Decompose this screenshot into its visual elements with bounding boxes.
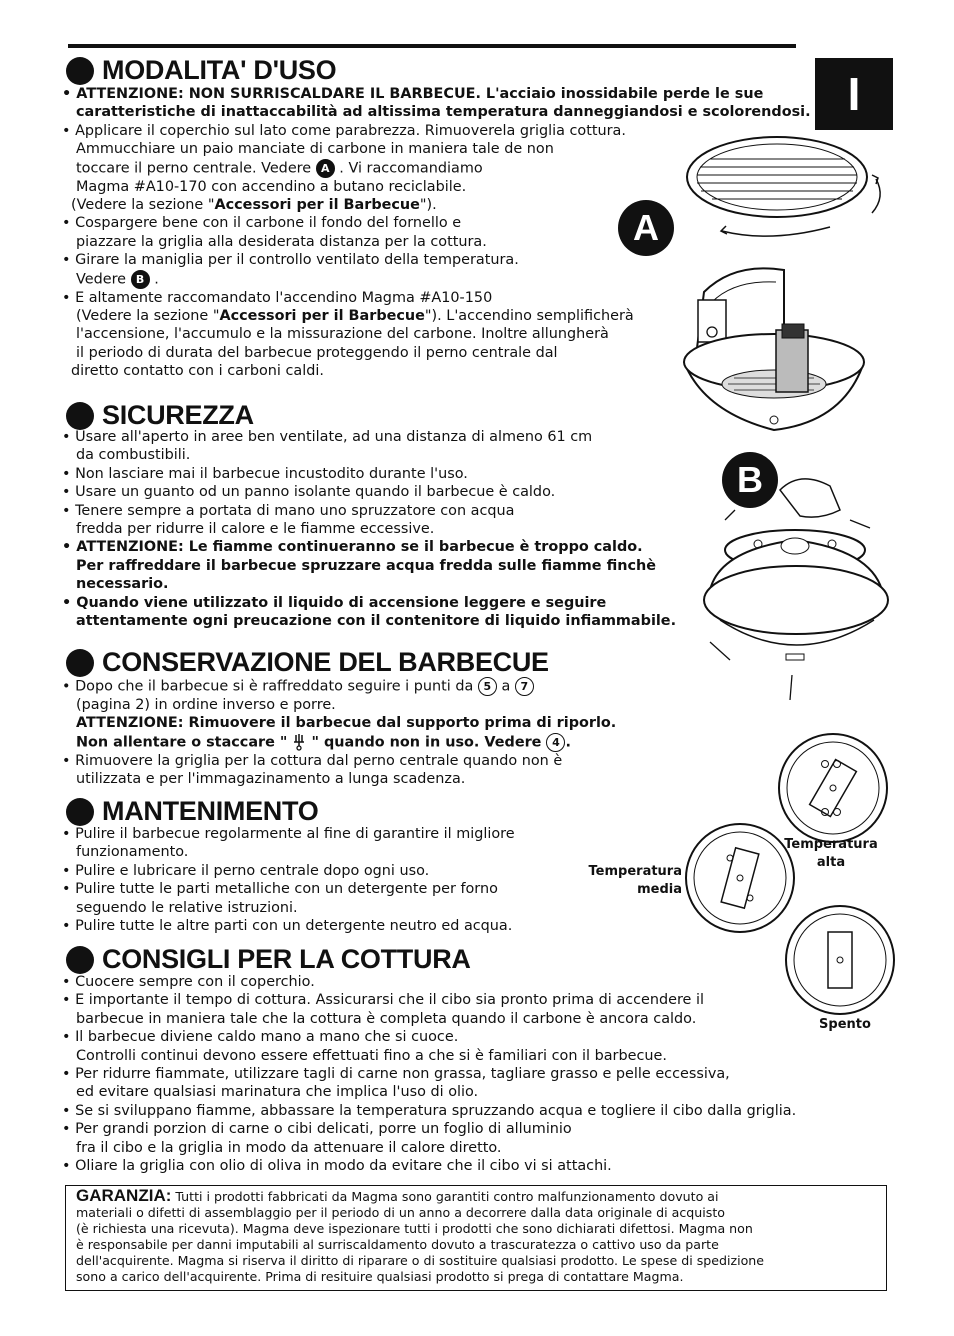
text-line: Controlli continui devono essere effettuati fino a che si è familiari con il barbecue.	[76, 1047, 667, 1064]
barbecue-open-illustration	[664, 262, 904, 442]
text-line: necessario.	[76, 576, 169, 593]
text-line: dell'acquirente. Magma si riserva il diritto di riparare o di sostituire qualsiasi prodotto. Le spese di spedizione	[76, 1253, 765, 1268]
section-heading-conservazione	[66, 647, 549, 678]
figure-ref-a: A	[316, 159, 335, 178]
lid-vent-illustration	[690, 470, 915, 710]
text-line: • ATTENZIONE: Le fiamme continueranno se il barbecue è troppo caldo.	[62, 539, 643, 556]
text-line: diretto contatto con i carboni caldi.	[71, 363, 324, 380]
section-title: CONSERVAZIONE DEL BARBECUE	[102, 647, 549, 677]
step-ref: 4	[546, 733, 565, 752]
text-line: • Girare la maniglia per il controllo ventilato della temperatura.	[62, 252, 519, 269]
text-line: • Per grandi porzion di carne o cibi delicati, porre un foglio di alluminio	[62, 1121, 572, 1138]
figure-label-a: A	[618, 200, 674, 256]
text-run: (Vedere la sezione "	[71, 197, 215, 214]
text-line: • Pulire il barbecue regolarmente al fine di garantire il migliore	[62, 826, 515, 842]
text-line: Per raffreddare il barbecue spruzzare acqua fredda sulle fiamme finchè	[76, 557, 657, 574]
caption-line: Temperatura	[784, 837, 878, 852]
text-line: materiali o difetti di assemblaggio per il periodo di un anno a decorrere dalla data originale di acquisto	[76, 1205, 725, 1220]
text-line: ed evitare qualsiasi marinatura che implica l'uso di olio.	[76, 1084, 479, 1101]
text-run: .	[154, 271, 159, 288]
caption-line: Temperatura	[588, 864, 682, 879]
section-heading-mantenimento	[66, 796, 318, 827]
section-title: CONSIGLI PER LA COTTURA	[102, 944, 471, 974]
text-line: • Pulire tutte le altre parti con un detergente neutro ed acqua.	[62, 918, 513, 935]
text-line: • Applicare il coperchio sul lato come parabrezza. Rimuoverela griglia cottura.	[62, 122, 626, 139]
top-rule	[68, 44, 796, 48]
text-line: • Tenere sempre a portata di mano uno spruzzatore con acqua	[62, 502, 515, 519]
text-line	[62, 677, 702, 696]
text-line: • Cuocere sempre con il coperchio.	[62, 974, 315, 990]
text-line: fra il cibo e la griglia in modo da attenuare il calore diretto.	[76, 1139, 502, 1156]
text-line: • Per ridurre fiammate, utilizzare tagli di carne non grassa, tagliare grasso e pelle eccessiva,	[62, 1066, 730, 1083]
text-run: .	[565, 734, 571, 751]
text-line: barbecue in maniera tale che la cottura è completa quando il carbone è ancora caldo.	[76, 1010, 697, 1027]
sicurezza-body	[62, 428, 712, 630]
text-run: "). L'accendino semplificherà	[424, 308, 634, 325]
text-line: • Pulire tutte le parti metalliche con un detergente per forno	[62, 881, 498, 898]
bullet-dot-icon	[66, 57, 94, 85]
dial-off-illustration	[784, 904, 896, 1016]
text-line: • Non lasciare mai il barbecue incustodito durante l'uso.	[62, 465, 468, 482]
text-run: . Vi raccomandiamo	[339, 160, 483, 177]
text-line: da combustibili.	[76, 447, 191, 464]
text-run: a	[501, 678, 511, 695]
text-run: (Vedere la sezione "	[76, 308, 220, 325]
text-line: • Il barbecue diviene caldo mano a mano che si cuoce.	[62, 1029, 459, 1046]
text-line: Magma #A10-170 con accendino a butano reciclabile.	[76, 178, 467, 195]
language-tab: I	[815, 58, 893, 130]
text-line: • Usare all'aperto in aree ben ventilate, ad una distanza di almeno 61 cm	[62, 429, 593, 445]
bullet-dot-icon	[66, 402, 94, 430]
text-line: sono a carico dell'acquirente. Prima di resituire qualsiasi prodotto si prega di contattare Magma.	[76, 1269, 684, 1284]
text-line: (è richiesta una ricevuta). Magma deve ispezionare tutti i prodotti che sono dichiarati difettosi. Magma non	[76, 1221, 753, 1236]
text-run: Tutti i prodotti fabbricati da Magma sono garantiti contro malfunzionamento dovuto ai	[175, 1189, 719, 1204]
text-line: • Cospargere bene con il carbone il fondo del fornello e	[62, 215, 462, 232]
text-line: • Rimuovere la griglia per la cottura dal perno centrale quando non è	[62, 752, 563, 769]
text-line: • Se si sviluppano fiamme, abbassare la temperatura spruzzando acqua e togliere il cibo dalla griglia.	[62, 1102, 797, 1119]
text-run: ").	[419, 197, 437, 214]
figure-ref-b: B	[131, 270, 150, 289]
text-line: • Oliare la griglia con olio di oliva in modo da evitare che il cibo vi si attachi.	[62, 1158, 612, 1175]
text-line: è responsabile per danni imputabili al surriscaldamento dovuto a trascuratezza o cattivo uso da parte	[76, 1237, 719, 1252]
text-line: caratteristiche di inattaccabilità ad altissima temperatura danneggiandosi e scolorendosi.	[76, 104, 811, 121]
step-ref: 5	[478, 677, 497, 696]
figure-label-b: B	[722, 452, 778, 508]
text-line: fredda per ridurre il calore e le fiamme eccessive.	[76, 521, 435, 538]
text-run: • Dopo che il barbecue si è raffreddato seguire i punti da	[62, 678, 474, 695]
text-line: funzionamento.	[76, 844, 189, 861]
knob-symbol-icon	[292, 734, 306, 751]
text-line: • Pulire e lubricare il perno centrale dopo ogni uso.	[62, 862, 430, 879]
warranty-title: GARANZIA:	[76, 1186, 172, 1205]
text-run: toccare il perno centrale. Vedere	[76, 160, 312, 177]
section-title: MANTENIMENTO	[102, 796, 319, 826]
text-line: • E altamente raccomandato l'accendino Magma #A10-150	[62, 289, 493, 306]
text-line: Ammucchiare un paio manciate di carbone in maniera tale de non	[76, 141, 554, 158]
text-line: il periodo di durata del barbecue proteggendo il perno centrale dal	[76, 344, 558, 361]
bullet-dot-icon	[66, 798, 94, 826]
caption-line: alta	[816, 855, 846, 870]
mantenimento-body	[62, 825, 582, 935]
text-line: utilizzata e per l'immagazinamento a lunga scadenza.	[76, 771, 466, 788]
caption-line: media	[637, 882, 682, 897]
text-line: piazzare la griglia alla desiderata distanza per la cottura.	[76, 233, 487, 250]
text-line: l'accensione, l'accumulo e la missurazione del carbone. Inoltre allungherà	[76, 326, 609, 343]
section-heading-modalita	[66, 55, 336, 86]
text-run: Non allentare o staccare "	[76, 734, 288, 751]
dial-medium-caption	[576, 863, 682, 899]
section-title: MODALITA' D'USO	[102, 55, 337, 85]
dial-high-caption	[772, 836, 890, 872]
text-line: (pagina 2) in ordine inverso e porre.	[76, 697, 336, 713]
text-line: • Quando viene utilizzato il liquido di accensione leggere e seguire	[62, 594, 607, 611]
section-heading-consigli	[66, 944, 471, 975]
text-line: • ATTENZIONE: NON SURRISCALDARE IL BARBECUE. L'acciaio inossidabile perde le sue	[62, 86, 764, 102]
section-title: SICUREZZA	[102, 400, 254, 430]
conservazione-body	[62, 677, 702, 789]
text-line	[62, 733, 702, 752]
text-run: Vedere	[76, 271, 127, 288]
dial-off-caption: Spento	[819, 1017, 871, 1032]
text-line	[76, 1188, 876, 1205]
text-line: • Usare un guanto od un panno isolante quando il barbecue è caldo.	[62, 484, 556, 501]
warranty-box	[65, 1185, 887, 1291]
section-heading-sicurezza	[66, 400, 254, 431]
text-run: Accessori per il Barbecue	[219, 308, 425, 325]
text-run: Accessori per il Barbecue	[214, 197, 420, 214]
text-run: " quando non in uso. Vedere	[311, 734, 542, 751]
bullet-dot-icon	[66, 649, 94, 677]
text-line: seguendo le relative istruzioni.	[76, 899, 298, 916]
text-line: attentamente ogni preucazione con il contenitore di liquido infiammabile.	[76, 613, 677, 630]
step-ref: 7	[515, 677, 534, 696]
text-line: • E importante il tempo di cottura. Assicurarsi che il cibo sia pronto prima di accendere il	[62, 992, 704, 1009]
text-line: ATTENZIONE: Rimuovere il barbecue dal supporto prima di riporlo.	[76, 715, 617, 732]
bullet-dot-icon	[66, 946, 94, 974]
